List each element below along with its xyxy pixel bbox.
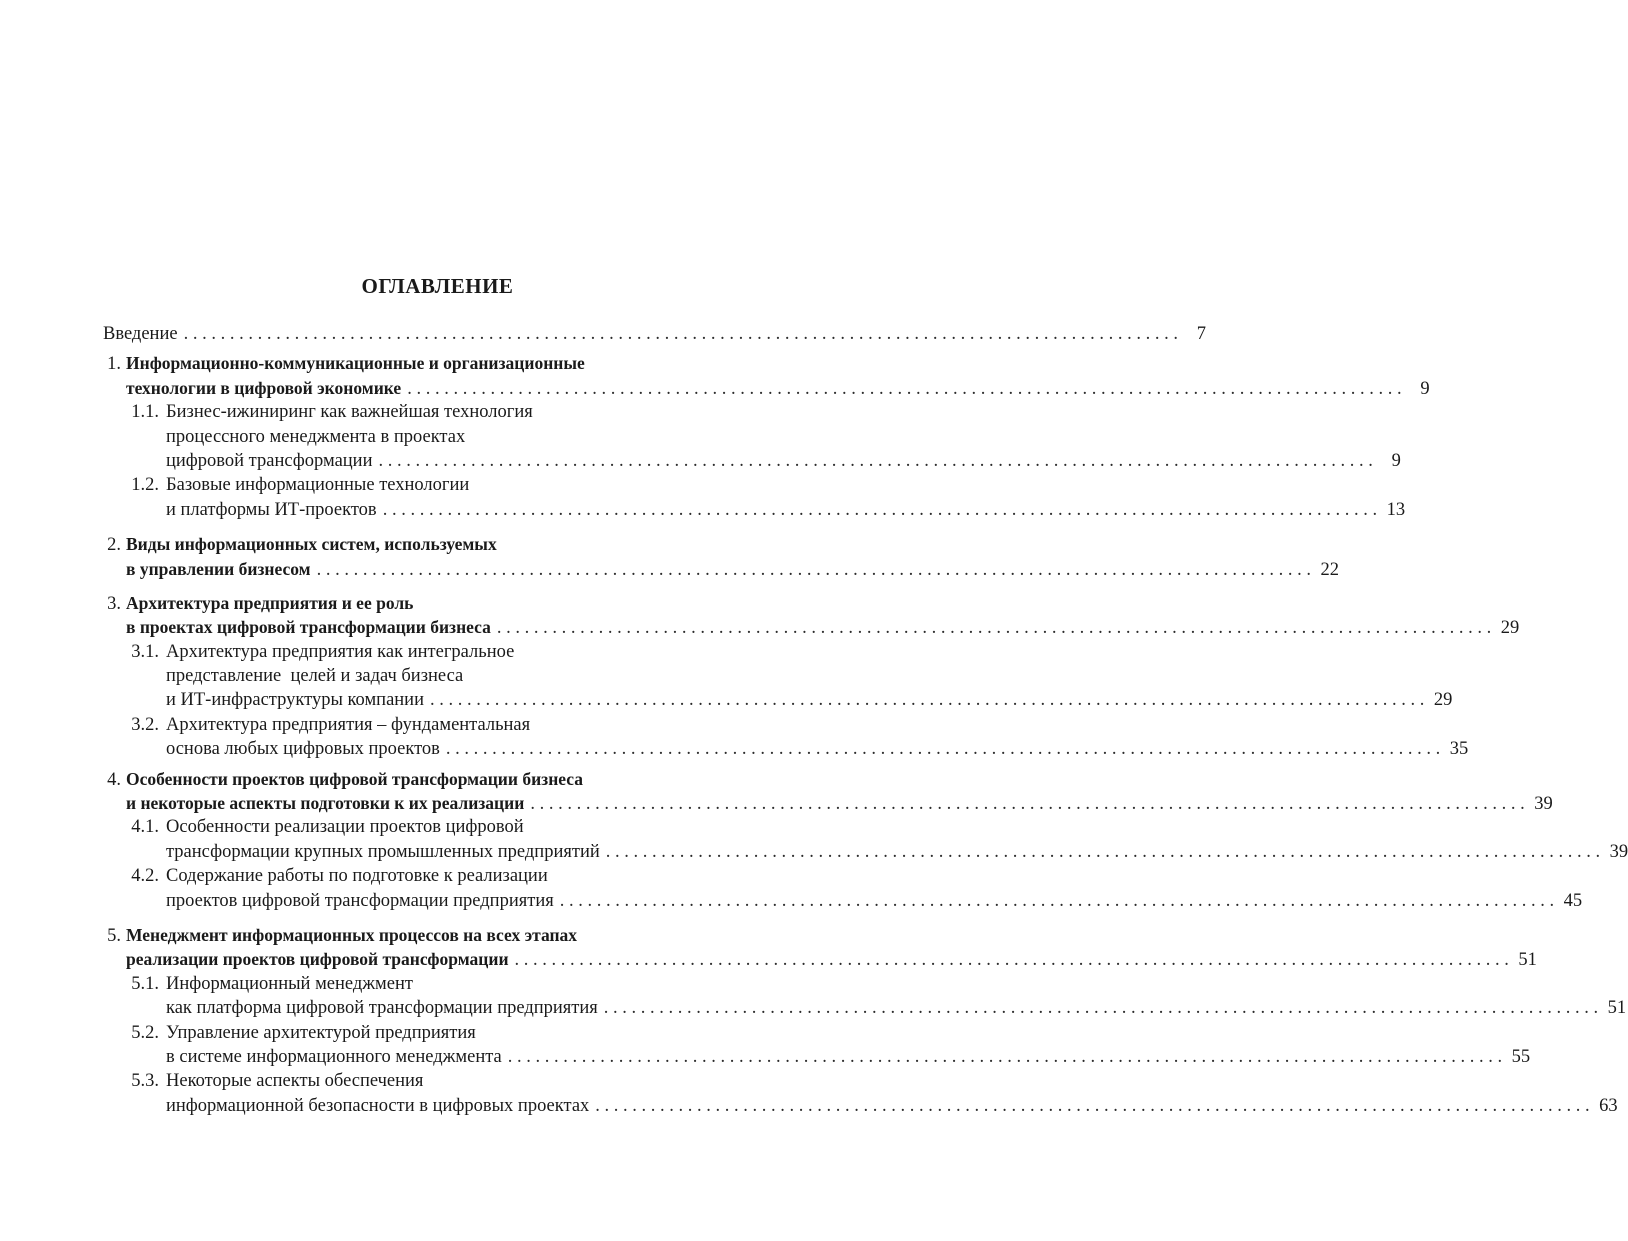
section-title-cont: и ИТ-инфраструктуры компании <box>166 690 424 711</box>
dot-leader <box>446 737 1440 761</box>
page-number: 22 <box>1320 559 1339 580</box>
section-number: 1.2. <box>131 475 159 496</box>
table-of-contents <box>103 322 1628 1118</box>
page-number: 55 <box>1511 1046 1531 1067</box>
section-number: 5.1. <box>131 973 159 994</box>
toc-chapter-4[interactable] <box>103 767 748 791</box>
dot-leader <box>595 1094 1589 1118</box>
toc-section-5-1-cont[interactable] <box>103 996 1627 1020</box>
page-number: 51 <box>1607 998 1627 1019</box>
section-title-cont: процессного менеджмента в проектах <box>166 426 466 447</box>
section-title-cont: основа любых цифровых проектов <box>166 739 440 760</box>
chapter-number: 4. <box>107 769 121 790</box>
section-title: Информационный менеджмент <box>166 973 413 994</box>
toc-section-4-2-cont[interactable] <box>103 889 1583 913</box>
page-title: ОГЛАВЛЕНИЕ <box>361 274 514 298</box>
toc-section-5-3-cont[interactable] <box>103 1094 1618 1118</box>
page-number: 39 <box>1534 794 1553 815</box>
page-number: 29 <box>1433 690 1453 711</box>
toc-section-3-1-cont[interactable] <box>103 664 748 688</box>
chapter-title-cont: реализации проектов цифровой трансформации <box>126 949 509 970</box>
dot-leader <box>383 498 1377 522</box>
page-number: 29 <box>1500 618 1520 639</box>
chapter-title: Информационно-коммуникационные и организационные <box>126 353 585 374</box>
dot-leader <box>317 558 1311 582</box>
toc-chapter-3-cont[interactable] <box>103 615 1520 639</box>
toc-chapter-2-cont[interactable] <box>103 557 1339 581</box>
chapter-title: Особенности проектов цифровой трансформации бизнеса <box>126 768 584 789</box>
dot-leader <box>508 1045 1502 1069</box>
toc-section-4-1-cont[interactable] <box>103 840 1628 864</box>
section-number: 1.1. <box>131 402 159 423</box>
toc-section-1-2-cont[interactable] <box>103 498 1406 522</box>
page-number: 35 <box>1449 739 1469 760</box>
page-number: 45 <box>1563 890 1583 911</box>
section-title-cont: проектов цифровой трансформации предприятия <box>166 890 554 911</box>
dot-leader <box>515 948 1509 972</box>
toc-chapter-5-cont[interactable] <box>103 947 1537 971</box>
section-title-cont: трансформации крупных промышленных предприятий <box>166 841 600 862</box>
toc-section-3-1-cont[interactable] <box>103 688 1453 712</box>
section-title-cont: представление целей и задач бизнеса <box>166 666 464 687</box>
section-title: Содержание работы по подготовке к реализации <box>166 866 548 887</box>
dot-leader <box>184 322 1178 346</box>
toc-chapter-1[interactable] <box>103 351 748 375</box>
page-number: 39 <box>1609 841 1628 862</box>
toc-entry-introduction[interactable] <box>103 322 1206 346</box>
section-title-cont: в системе информационного менеджмента <box>166 1046 502 1067</box>
section-title-cont: и платформы ИТ-проектов <box>166 499 377 520</box>
dot-leader <box>497 616 1491 640</box>
toc-section-1-1-cont[interactable] <box>103 449 1401 473</box>
section-title-cont: цифровой трансформации <box>166 450 373 471</box>
section-title: Управление архитектурой предприятия <box>166 1022 476 1043</box>
chapter-number: 5. <box>107 925 121 946</box>
toc-section-3-2-cont[interactable] <box>103 737 1469 761</box>
dot-leader <box>560 889 1554 913</box>
section-title-cont: информационной безопасности в цифровых проектах <box>166 1095 590 1116</box>
page-number: 9 <box>1391 450 1401 471</box>
section-number: 4.1. <box>131 817 159 838</box>
chapter-number: 3. <box>107 593 121 614</box>
dot-leader <box>430 688 1424 712</box>
dot-leader <box>604 996 1598 1020</box>
toc-chapter-2[interactable] <box>103 532 748 556</box>
chapter-title-cont: и некоторые аспекты подготовки к их реализации <box>126 793 525 814</box>
dot-leader <box>530 792 1524 816</box>
toc-section-4-2[interactable] <box>103 864 748 888</box>
toc-section-3-2[interactable] <box>103 713 748 737</box>
page-number: 9 <box>1420 378 1430 399</box>
dot-leader <box>407 377 1401 401</box>
chapter-title: Менеджмент информационных процессов на всех этапах <box>126 924 578 945</box>
section-title: Архитектура предприятия – фундаментальная <box>166 714 531 735</box>
page-number: 63 <box>1599 1095 1618 1116</box>
section-title: Базовые информационные технологии <box>166 475 470 496</box>
chapter-title-cont: в проектах цифровой трансформации бизнеса <box>126 617 491 638</box>
chapter-number: 1. <box>107 354 121 375</box>
chapter-title-cont: в управлении бизнесом <box>126 558 311 579</box>
dot-leader <box>378 449 1372 473</box>
dot-leader <box>606 840 1600 864</box>
section-title: Архитектура предприятия как интегральное <box>166 641 515 662</box>
toc-chapter-5[interactable] <box>103 923 748 947</box>
toc-chapter-1-cont[interactable] <box>103 376 1430 400</box>
chapter-title-cont: технологии в цифровой экономике <box>126 377 402 398</box>
toc-section-5-1[interactable] <box>103 972 748 996</box>
page-number: 51 <box>1518 950 1537 971</box>
section-title: Бизнес-ижиниринг как важнейшая технология <box>166 402 533 423</box>
chapter-title: Виды информационных систем, используемых <box>126 534 497 555</box>
section-title-cont: как платформа цифровой трансформации предприятия <box>166 998 598 1019</box>
toc-section-5-3[interactable] <box>103 1069 748 1093</box>
toc-section-1-1[interactable] <box>103 400 748 424</box>
section-title: Некоторые аспекты обеспечения <box>166 1071 424 1092</box>
toc-section-1-1-cont[interactable] <box>103 425 748 449</box>
toc-section-3-1[interactable] <box>103 640 748 664</box>
toc-section-5-2[interactable] <box>103 1021 748 1045</box>
chapter-number: 2. <box>107 535 121 556</box>
toc-section-4-1[interactable] <box>103 815 748 839</box>
toc-section-1-2[interactable] <box>103 473 748 497</box>
toc-section-5-2-cont[interactable] <box>103 1045 1531 1069</box>
page-number: 13 <box>1386 499 1406 520</box>
toc-chapter-4-cont[interactable] <box>103 791 1553 815</box>
toc-chapter-3[interactable] <box>103 591 748 615</box>
section-number: 5.2. <box>131 1022 159 1043</box>
chapter-title: Архитектура предприятия и ее роль <box>126 592 414 613</box>
page-number: 7 <box>1196 324 1206 344</box>
section-number: 3.1. <box>131 641 159 662</box>
section-number: 3.2. <box>131 714 159 735</box>
section-number: 4.2. <box>131 866 159 887</box>
section-number: 5.3. <box>131 1071 159 1092</box>
section-title: Особенности реализации проектов цифровой <box>166 817 524 838</box>
toc-entry-label: Введение <box>103 324 178 344</box>
